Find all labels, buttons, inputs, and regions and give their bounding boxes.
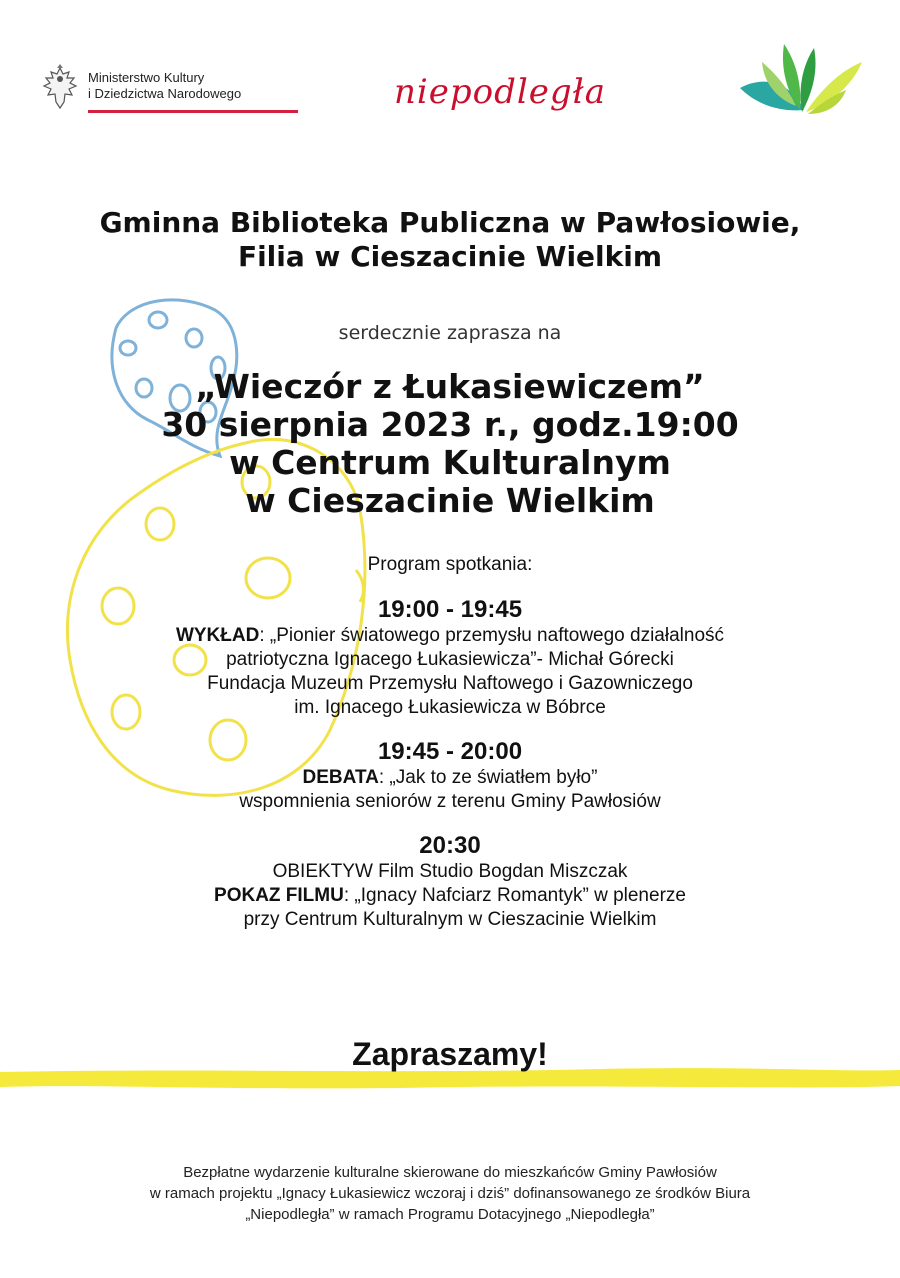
event-heading [0, 368, 900, 520]
footer-note [0, 1162, 900, 1225]
white-eagle-emblem-icon [38, 64, 82, 114]
program-item-film [0, 832, 900, 932]
program-item-lecture [0, 596, 900, 720]
program-text: : „Ignacy Nafciarz Romantyk” w plenerze [343, 885, 686, 906]
program-line [0, 624, 900, 648]
organizer-name [0, 206, 900, 274]
invite-text: serdecznie zaprasza na [338, 322, 562, 344]
ministry-name [88, 70, 241, 102]
program-time: 20:30 [419, 832, 481, 859]
program-text: : „Jak to ze światłem było” [378, 767, 598, 788]
event-venue-line2: w Cieszacinie Wielkim [245, 481, 655, 520]
ministry-name-line2: i Dziedzictwa Narodowego [88, 86, 242, 101]
program-time: 19:45 - 20:00 [377, 738, 523, 765]
program-line: OBIEKTYW Film Studio Bogdan Miszczak [272, 861, 628, 882]
program-time: 19:00 - 19:45 [377, 596, 523, 623]
niepodlegla-logo-text: niepodległa [394, 72, 606, 112]
leaves-logo-icon [736, 40, 866, 120]
program-line [0, 766, 900, 790]
footer-line3: „Niepodległa” w ramach Programu Dotacyjnego „Niepodległa” [245, 1206, 655, 1223]
program-item-debate [0, 738, 900, 814]
program-line: Fundacja Muzeum Przemysłu Naftowego i Gazowniczego [207, 673, 693, 694]
program-text: : „Pionier światowego przemysłu naftowego działalność [259, 625, 725, 646]
footer-line2: w ramach projektu „Ignacy Łukasiewicz wczoraj i dziś” dofinansowanego ze środków Biura [149, 1185, 751, 1202]
event-date-time: 30 sierpnia 2023 r., godz.19:00 [161, 405, 739, 444]
niepodlegla-logo [385, 62, 615, 132]
program-type: DEBATA [302, 767, 379, 788]
ministry-logo [38, 64, 268, 116]
program-type: WYKŁAD [175, 625, 260, 646]
organizer-line2: Filia w Cieszacinie Wielkim [237, 240, 663, 273]
ministry-name-line1: Ministerstwo Kultury [88, 70, 205, 85]
closing-text: Zapraszamy! [352, 1036, 548, 1072]
program-line [0, 884, 900, 908]
program-line: im. Ignacego Łukasiewicza w Bóbrce [294, 697, 606, 718]
program-line: patriotyczna Ignacego Łukasiewicza”- Michał Górecki [226, 649, 674, 670]
footer-line1: Bezpłatne wydarzenie kulturalne skierowane do mieszkańców Gminy Pawłosiów [183, 1164, 717, 1181]
program-type: POKAZ FILMU [214, 885, 344, 906]
program-line: przy Centrum Kulturalnym w Cieszacinie Wielkim [243, 909, 657, 930]
organizer-line1: Gminna Biblioteka Publiczna w Pawłosiowie, [99, 206, 801, 239]
event-venue-line1: w Centrum Kulturalnym [229, 443, 671, 482]
program-label: Program spotkania: [367, 554, 533, 575]
event-title: „Wieczór z Łukasiewiczem” [195, 367, 705, 406]
ministry-red-rule [88, 110, 298, 113]
program-line: wspomnienia seniorów z terenu Gminy Pawłosiów [239, 791, 661, 812]
